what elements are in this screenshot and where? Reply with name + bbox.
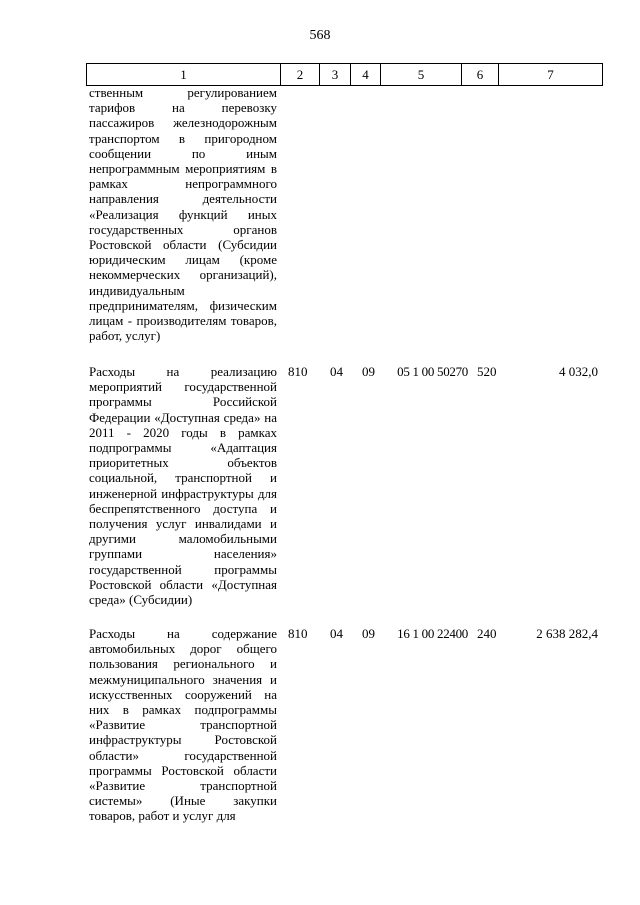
- row-admin-code: 810: [288, 626, 308, 641]
- column-header-2: 2: [281, 64, 320, 86]
- row-expense-type: 240: [477, 626, 497, 641]
- row-description: ственным регулированием тарифов на перевозку пассажиров железнодорожным транспортом в пригородном сообщении по иным непрограммным мероприятиям в рамках непрограммного направления деятельности «Реализация функций иных государственных органов Ростовской области (Субсидии юридическим лицам (кроме некоммерческих организаций), индивидуальным предпринимателям, физическим лицам - производителям товаров, работ, услуг): [89, 85, 277, 344]
- row-section: 04: [330, 364, 343, 379]
- row-subsection: 09: [362, 364, 375, 379]
- column-header-7: 7: [499, 64, 603, 86]
- column-header-3: 3: [320, 64, 351, 86]
- column-header-5: 5: [381, 64, 462, 86]
- column-header-row: [86, 63, 603, 86]
- column-header-6: 6: [462, 64, 499, 86]
- page-number: 568: [309, 28, 331, 43]
- row-admin-code: 810: [288, 364, 308, 379]
- column-header-1: 1: [87, 64, 281, 86]
- row-expense-type: 520: [477, 364, 497, 379]
- row-subsection: 09: [362, 626, 375, 641]
- row-target-article: 16 1 00 22400: [397, 626, 468, 641]
- column-header-4: 4: [351, 64, 381, 86]
- row-section: 04: [330, 626, 343, 641]
- row-description: Расходы на содержание автомобильных дорог общего пользования регионального и межмуниципального значения и искусственных сооружений на них в рамках подпрограммы «Развитие транспортной инфраструктуры Ростовской области» государственной программы Ростовской области «Развитие транспортной системы» (Иные закупки товаров, работ и услуг для: [89, 626, 277, 824]
- row-amount: 4 032,0: [559, 364, 598, 379]
- row-description: Расходы на реализацию мероприятий государственной программы Российской Федерации «Доступная среда» на 2011 - 2020 годы в рамках подпрограммы «Адаптация приоритетных объектов социальной, транспортной и инженерной инфраструктуры для беспрепятственного доступа и получения услуг инвалидами и другими маломобильными группами населения» государственной программы Ростовской области «Доступная среда» (Субсидии): [89, 364, 277, 608]
- row-amount: 2 638 282,4: [536, 626, 598, 641]
- row-target-article: 05 1 00 50270: [397, 364, 468, 379]
